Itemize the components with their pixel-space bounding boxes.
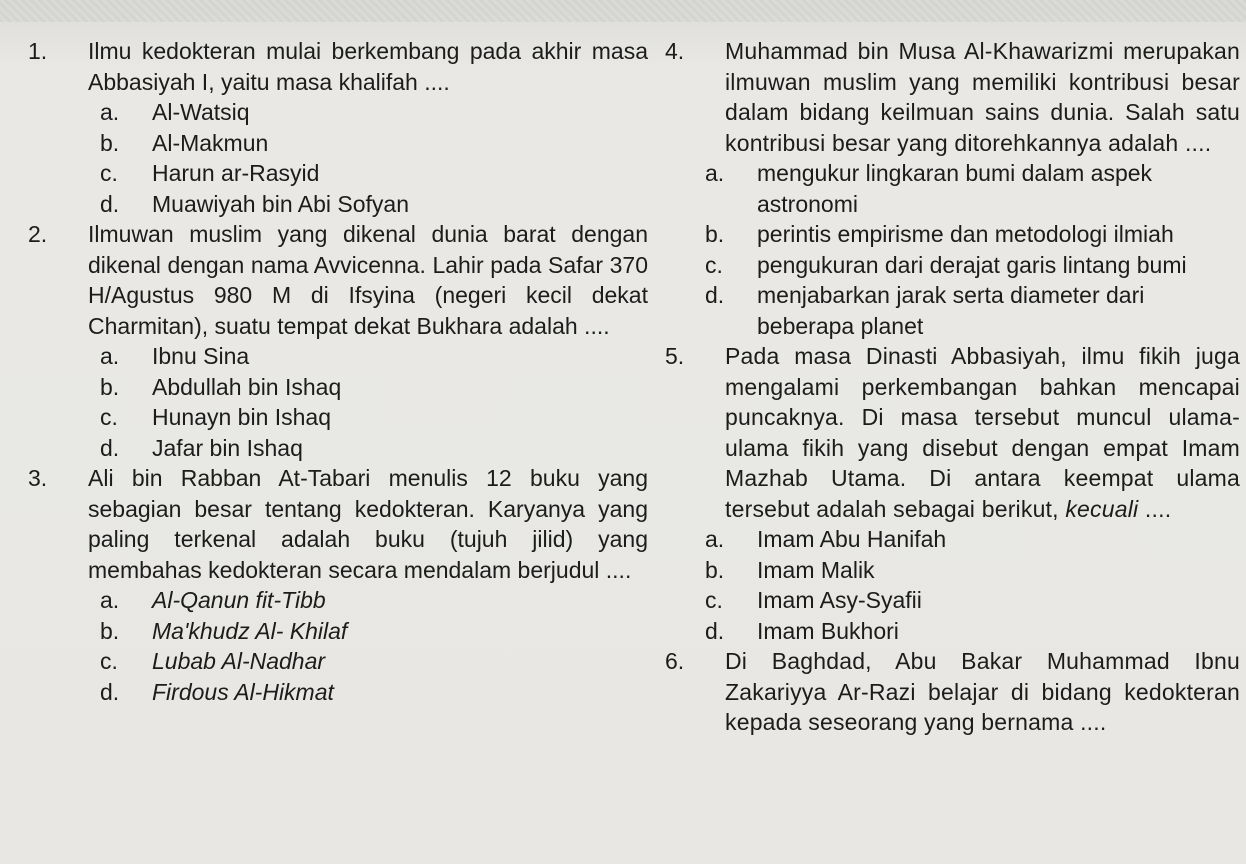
- question-3: [28, 463, 648, 585]
- options-question-3: [28, 585, 648, 707]
- option-letter: b.: [100, 373, 120, 400]
- option-text: Imam Asy-Syafii: [757, 587, 922, 613]
- question-2: [28, 219, 648, 341]
- option-text: Imam Abu Hanifah: [757, 526, 947, 552]
- option-b: [100, 128, 648, 159]
- option-text: Al-Watsiq: [152, 99, 250, 125]
- option-letter: c.: [100, 648, 118, 674]
- option-d: [100, 433, 648, 464]
- question-text: Di Baghdad, Abu Bakar Muhammad Ibnu Zakariyya Ar-Razi belajar di bidang kedokteran kepada seseorang yang bernama ....: [725, 648, 1240, 735]
- option-text: Hunayn bin Ishaq: [152, 404, 332, 430]
- question-4: [665, 36, 1240, 158]
- option-text: Harun ar-Rasyid: [152, 160, 320, 186]
- top-edge-strip: [0, 0, 1246, 22]
- option-letter: a.: [100, 587, 120, 613]
- question-text: Muhammad bin Musa Al-Khawarizmi merupakan ilmuwan muslim yang memiliki kontribusi besar dalam bidang keilmuan sains dunia. Salah satu kontribusi besar yang ditorehkannya adalah ....: [725, 38, 1240, 156]
- question-text: Ilmu kedokteran mulai berkembang pada akhir masa Abbasiyah I, yaitu masa khalifah ....: [88, 38, 648, 95]
- options-question-1: [28, 97, 648, 219]
- option-c: [100, 402, 648, 433]
- option-d: [705, 280, 1240, 341]
- option-letter: d.: [100, 678, 120, 705]
- option-letter: c.: [705, 587, 723, 613]
- option-letter: a.: [100, 99, 120, 125]
- option-a: [100, 97, 648, 128]
- question-number: 4.: [665, 38, 685, 64]
- option-letter: c.: [100, 160, 118, 186]
- right-column: [665, 36, 1240, 738]
- option-text: Abdullah bin Ishaq: [152, 373, 342, 400]
- option-text: perintis empirisme dan metodologi ilmiah: [757, 221, 1174, 247]
- question-text: [725, 341, 1240, 524]
- option-text: Lubab Al-Nadhar: [152, 648, 326, 674]
- question-number: 1.: [28, 38, 48, 64]
- option-d: [705, 616, 1240, 647]
- option-b: [100, 372, 648, 403]
- question-text: Ilmuwan muslim yang dikenal dunia barat dengan dikenal dengan nama Avvicenna. Lahir pada Safar 370 H/Agustus 980 M di Ifsyina (negeri kecil dekat Charmitan), suatu tempat dekat Bukhara adalah ....: [88, 221, 648, 339]
- option-letter: d.: [705, 282, 725, 308]
- question-text-main: Pada masa Dinasti Abbasiyah, ilmu fikih juga mengalami perkembangan bahkan mencapai puncaknya. Di masa tersebut muncul ulama-ulama fikih yang disebut dengan empat Imam Mazhab Utama. Di antara keempat ulama tersebut adalah sebagai berikut,: [725, 343, 1240, 522]
- option-text: Ma'khudz Al- Khilaf: [152, 617, 348, 644]
- question-5: [665, 341, 1240, 524]
- option-letter: d.: [100, 434, 120, 461]
- option-letter: a.: [705, 526, 725, 552]
- options-question-4: [665, 158, 1240, 341]
- question-number: 3.: [28, 465, 48, 491]
- options-question-5: [665, 524, 1240, 646]
- question-number: 5.: [665, 343, 685, 369]
- question-1: [28, 36, 648, 97]
- option-text: Ibnu Sina: [152, 343, 250, 369]
- left-column: [28, 36, 648, 707]
- option-letter: d.: [705, 617, 725, 644]
- option-text: Imam Malik: [757, 556, 875, 583]
- option-letter: a.: [705, 160, 725, 186]
- option-text: Al-Qanun fit-Tibb: [152, 587, 326, 613]
- option-letter: c.: [100, 404, 118, 430]
- option-b: [705, 219, 1240, 250]
- question-number: 6.: [665, 648, 685, 674]
- option-b: [705, 555, 1240, 586]
- question-6: [665, 646, 1240, 738]
- option-letter: a.: [100, 343, 120, 369]
- option-text: Muawiyah bin Abi Sofyan: [152, 190, 409, 217]
- question-text-ellipsis: ....: [1138, 495, 1172, 522]
- options-question-2: [28, 341, 648, 463]
- option-b: [100, 616, 648, 647]
- option-letter: b.: [100, 129, 120, 156]
- question-text: Ali bin Rabban At-Tabari menulis 12 buku yang sebagian besar tentang kedokteran. Karyanya yang paling terkenal adalah buku (tujuh jilid) yang membahas kedokteran secara mendalam berjudul ....: [88, 465, 648, 583]
- option-text: Jafar bin Ishaq: [152, 434, 303, 461]
- option-c: [705, 585, 1240, 616]
- option-letter: b.: [705, 556, 725, 583]
- option-d: [100, 189, 648, 220]
- question-number: 2.: [28, 221, 48, 247]
- option-letter: b.: [705, 221, 725, 247]
- option-c: [100, 158, 648, 189]
- option-a: [705, 158, 1240, 219]
- option-letter: b.: [100, 617, 120, 644]
- option-a: [100, 585, 648, 616]
- option-d: [100, 677, 648, 708]
- option-letter: d.: [100, 190, 120, 217]
- question-text-emphasis: kecuali: [1065, 495, 1139, 522]
- option-a: [100, 341, 648, 372]
- option-text: mengukur lingkaran bumi dalam aspek astronomi: [757, 160, 1153, 217]
- option-text: Imam Bukhori: [757, 617, 899, 644]
- option-text: menjabarkan jarak serta diameter dari beberapa planet: [757, 282, 1145, 339]
- option-c: [705, 250, 1240, 281]
- option-text: Al-Makmun: [152, 129, 269, 156]
- option-text: Firdous Al-Hikmat: [152, 678, 334, 705]
- option-a: [705, 524, 1240, 555]
- option-letter: c.: [705, 251, 723, 278]
- option-c: [100, 646, 648, 677]
- option-text: pengukuran dari derajat garis lintang bumi: [757, 251, 1187, 278]
